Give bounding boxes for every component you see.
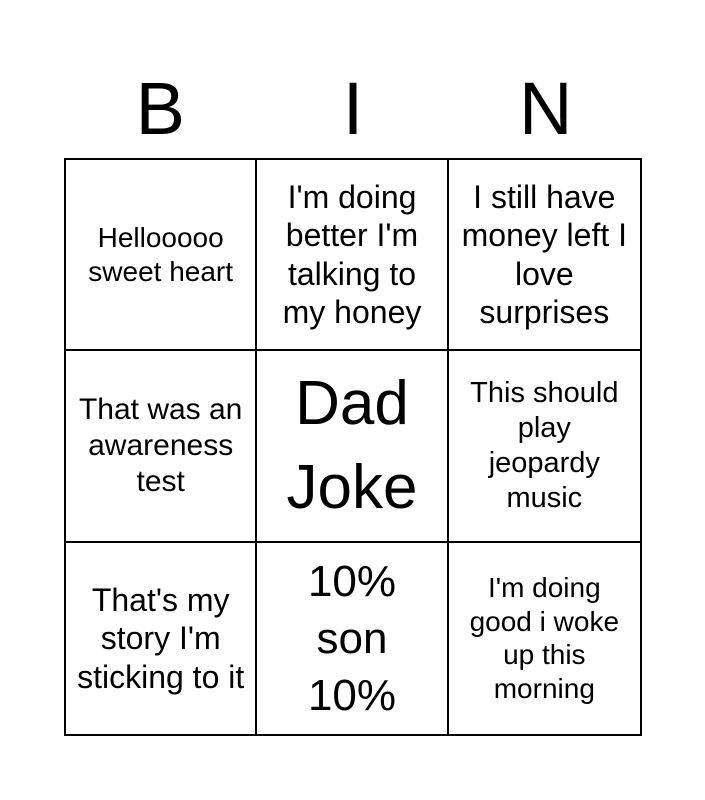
bingo-cell[interactable]: I'm doing better I'm talking to my honey bbox=[257, 160, 448, 351]
bingo-header bbox=[64, 60, 642, 158]
bingo-cell[interactable]: I still have money left I love surprises bbox=[449, 160, 640, 351]
bingo-cell[interactable]: 10% son 10% bbox=[257, 543, 448, 734]
bingo-cell[interactable]: I'm doing good i woke up this morning bbox=[469, 572, 620, 704]
header-letter-b: B bbox=[135, 67, 185, 150]
bingo-cell-center[interactable]: Dad Joke bbox=[257, 351, 448, 542]
bingo-cell[interactable]: Hellooooo sweet heart bbox=[66, 160, 257, 351]
header-letter-n: N bbox=[518, 67, 573, 150]
bingo-cell[interactable]: This should play jeopardy music bbox=[449, 351, 640, 542]
bingo-cell[interactable]: That was an awareness test bbox=[66, 351, 257, 542]
bingo-cell[interactable]: That's my story I'm sticking to it bbox=[66, 543, 257, 734]
header-letter-i: I bbox=[342, 67, 364, 150]
bingo-board bbox=[64, 158, 642, 736]
